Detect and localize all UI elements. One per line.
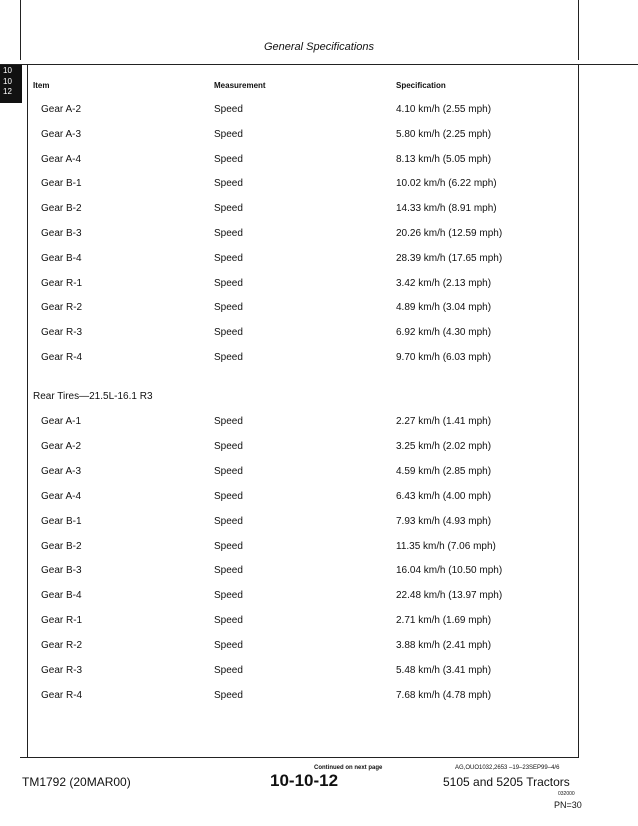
table-row: [0, 203, 638, 217]
row-measurement: Speed: [214, 228, 243, 239]
row-specification: 4.10 km/h (2.55 mph): [396, 104, 492, 115]
date-code: 032000: [558, 791, 575, 797]
section-tab-line-1: 10: [3, 66, 12, 75]
row-specification: 9.70 km/h (6.03 mph): [396, 352, 492, 363]
continued-note: Continued on next page: [314, 765, 383, 771]
table-row: [0, 253, 638, 267]
row-item: Gear R-2: [41, 640, 83, 652]
section-tab: [0, 65, 22, 103]
row-measurement: Speed: [214, 178, 243, 190]
row-specification: 3.42 km/h (2.13 mph): [396, 277, 492, 289]
section-tab-line-2: 10: [3, 76, 12, 86]
table-row: [0, 178, 638, 192]
row-item: Gear A-4: [41, 153, 82, 165]
row-item: Gear B-2: [41, 540, 82, 552]
row-item: Gear B-4: [41, 252, 82, 264]
table-row: [0, 466, 638, 480]
row-item: Gear B-3: [41, 228, 82, 239]
row-item: Gear A-4: [41, 490, 82, 502]
section-title-rear-tires: Rear Tires—21.5L-16.1 R3: [33, 391, 153, 402]
row-measurement: Speed: [214, 640, 243, 652]
page-header-title: General Specifications: [263, 41, 375, 53]
page-number: 10-10-12: [270, 771, 339, 790]
row-item: Gear B-3: [41, 565, 82, 577]
table-row: [0, 154, 638, 168]
row-specification: 4.59 km/h (2.85 mph): [396, 465, 492, 477]
column-header-measurement: Measurement: [214, 81, 266, 90]
row-item: Gear B-2: [41, 203, 82, 215]
table-row: [0, 516, 638, 530]
row-specification: 4.89 km/h (3.04 mph): [396, 302, 492, 314]
section-tab-line-3: 12: [3, 87, 12, 96]
row-specification: 20.26 km/h (12.59 mph): [396, 228, 503, 239]
table-row: [0, 104, 638, 118]
column-header-item: Item: [33, 81, 50, 90]
row-measurement: Speed: [214, 352, 243, 363]
row-measurement: Speed: [214, 565, 243, 577]
row-item: Gear A-2: [41, 440, 82, 452]
row-specification: 6.43 km/h (4.00 mph): [396, 490, 492, 502]
row-specification: 7.93 km/h (4.93 mph): [396, 515, 492, 527]
product-name: 5105 and 5205 Tractors: [443, 775, 570, 789]
row-specification: 28.39 km/h (17.65 mph): [396, 252, 503, 264]
table-row: [0, 278, 638, 292]
table-row: [0, 441, 638, 455]
row-item: Gear A-1: [41, 416, 82, 427]
row-measurement: Speed: [214, 203, 243, 215]
row-specification: 10.02 km/h (6.22 mph): [396, 178, 497, 190]
row-item: Gear A-2: [41, 104, 82, 115]
row-measurement: Speed: [214, 465, 243, 477]
header-rule: [0, 64, 638, 65]
row-item: Gear R-4: [41, 352, 83, 363]
row-specification: 5.80 km/h (2.25 mph): [396, 128, 492, 140]
table-row: [0, 352, 638, 366]
table-row: [0, 640, 638, 654]
row-item: Gear R-3: [41, 327, 83, 339]
row-item: Gear R-1: [41, 277, 83, 289]
row-measurement: Speed: [214, 416, 243, 427]
row-measurement: Speed: [214, 665, 243, 676]
row-measurement: Speed: [214, 252, 243, 264]
row-item: Gear B-1: [41, 178, 82, 190]
row-item: Gear R-4: [41, 689, 83, 701]
row-specification: 2.71 km/h (1.69 mph): [396, 615, 492, 627]
pn-number: PN=30: [554, 800, 582, 810]
table-row: [0, 302, 638, 316]
row-measurement: Speed: [214, 590, 243, 602]
row-specification: 6.92 km/h (4.30 mph): [396, 327, 492, 339]
row-specification: 7.68 km/h (4.78 mph): [396, 689, 492, 701]
row-item: Gear B-1: [41, 515, 82, 527]
column-header-specification: Specification: [396, 81, 446, 90]
row-specification: 16.04 km/h (10.50 mph): [396, 565, 503, 577]
row-specification: 5.48 km/h (3.41 mph): [396, 665, 492, 676]
table-row: [0, 665, 638, 679]
row-measurement: Speed: [214, 615, 243, 627]
row-measurement: Speed: [214, 128, 243, 140]
row-specification: 14.33 km/h (8.91 mph): [396, 203, 497, 215]
row-specification: 11.35 km/h (7.06 mph): [396, 540, 496, 552]
table-row: [0, 590, 638, 604]
row-measurement: Speed: [214, 104, 243, 115]
row-measurement: Speed: [214, 153, 243, 165]
table-row: [0, 615, 638, 629]
manual-number: TM1792 (20MAR00): [22, 775, 131, 789]
table-row: [0, 541, 638, 555]
row-measurement: Speed: [214, 689, 243, 701]
row-measurement: Speed: [214, 327, 243, 339]
row-specification: 8.13 km/h (5.05 mph): [396, 153, 492, 165]
row-item: Gear R-2: [41, 302, 83, 314]
document-code: AG,OUO1032,2653 –19–23SEP99–4/6: [455, 765, 560, 771]
table-row: [0, 228, 638, 242]
row-measurement: Speed: [214, 277, 243, 289]
row-measurement: Speed: [214, 490, 243, 502]
row-measurement: Speed: [214, 515, 243, 527]
table-row: [0, 565, 638, 579]
row-specification: 2.27 km/h (1.41 mph): [396, 416, 492, 427]
table-row: [0, 491, 638, 505]
row-item: Gear R-1: [41, 615, 83, 627]
row-specification: 22.48 km/h (13.97 mph): [396, 590, 503, 602]
row-measurement: Speed: [214, 440, 243, 452]
row-item: Gear A-3: [41, 465, 82, 477]
footer-rule: [20, 757, 579, 758]
row-item: Gear A-3: [41, 128, 82, 140]
table-row: [0, 327, 638, 341]
table-row: [0, 416, 638, 430]
table-row: [0, 129, 638, 143]
row-measurement: Speed: [214, 540, 243, 552]
row-specification: 3.25 km/h (2.02 mph): [396, 440, 492, 452]
row-item: Gear B-4: [41, 590, 82, 602]
row-item: Gear R-3: [41, 665, 83, 676]
row-specification: 3.88 km/h (2.41 mph): [396, 640, 492, 652]
table-row: [0, 690, 638, 704]
row-measurement: Speed: [214, 302, 243, 314]
